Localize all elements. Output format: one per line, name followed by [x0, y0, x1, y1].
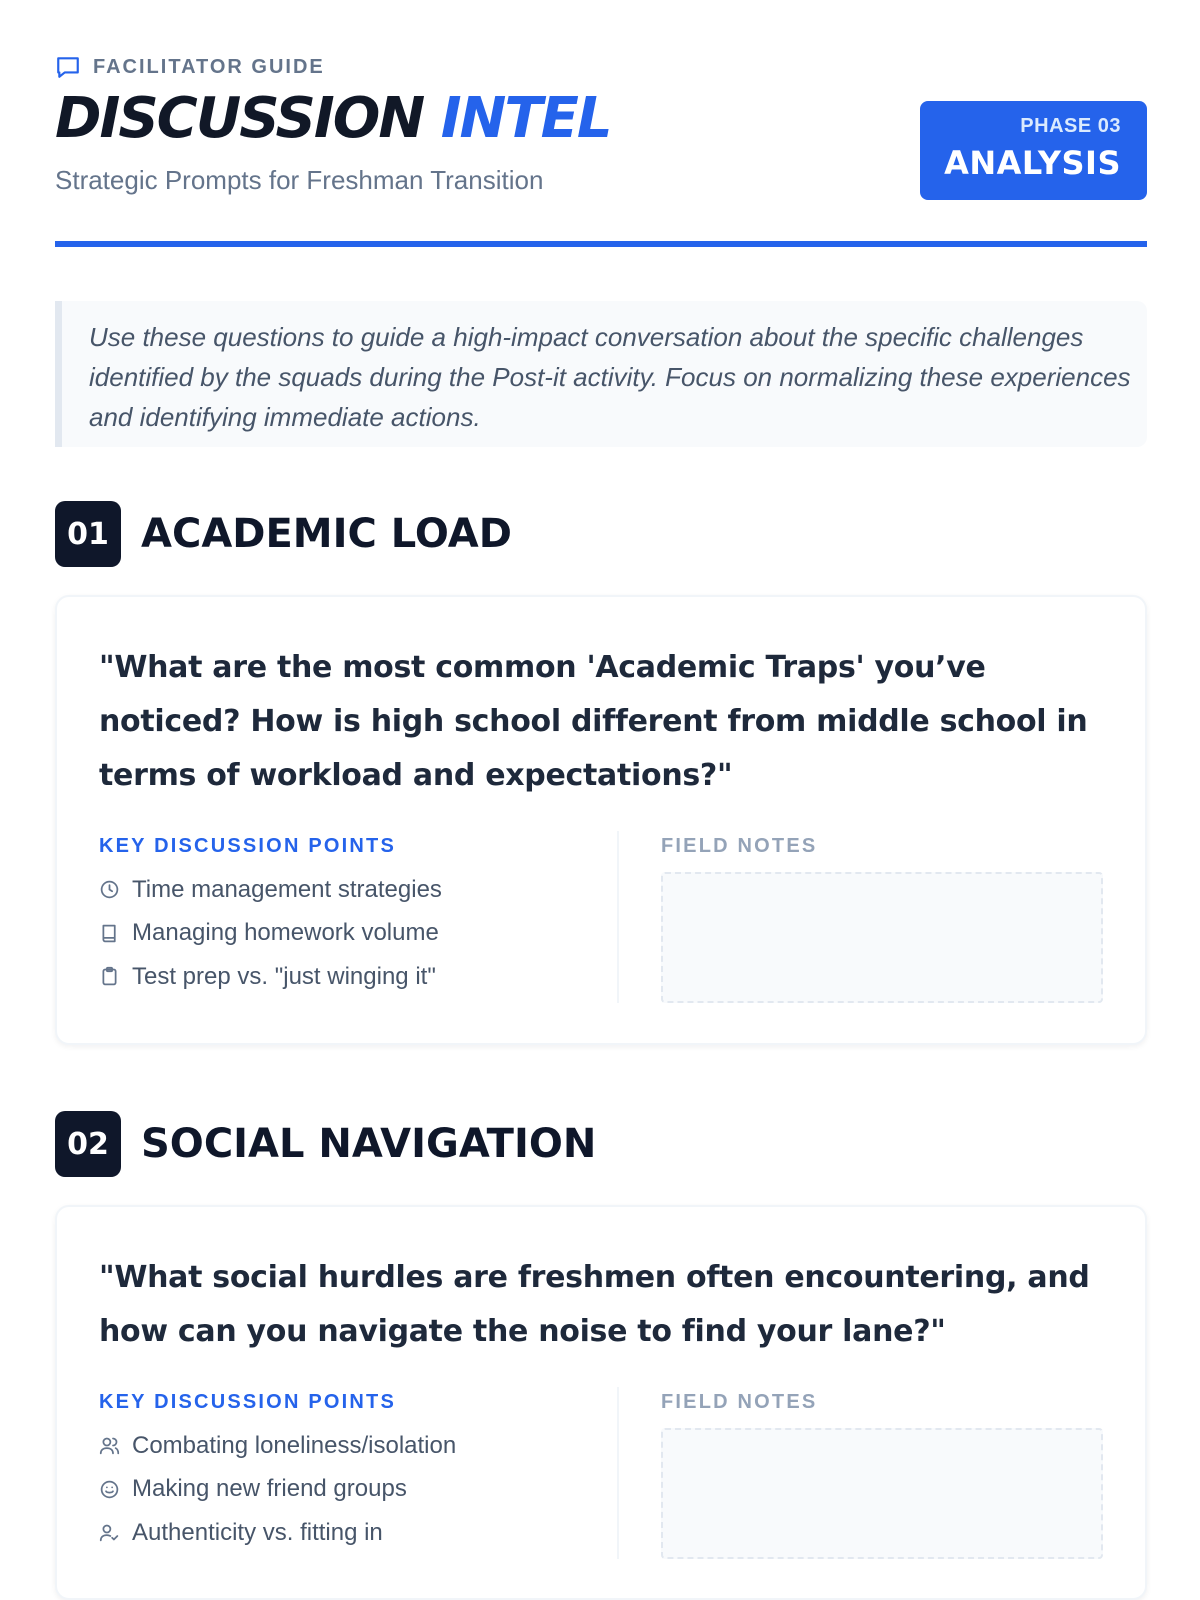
point-text: Time management strategies: [132, 875, 442, 903]
field-notes-label: FIELD NOTES: [661, 1391, 818, 1413]
section-number: 02: [55, 1111, 121, 1177]
point-text: Managing homework volume: [132, 919, 439, 947]
smile-icon: [99, 1479, 120, 1500]
section-title: SOCIAL NAVIGATION: [141, 1121, 597, 1167]
section-header-social-navigation: [55, 1111, 596, 1177]
section-header-academic-load: [55, 501, 512, 567]
key-points-list: [99, 1424, 597, 1555]
guide-kicker: [55, 54, 325, 80]
book-icon: [99, 923, 120, 944]
list-item: [99, 1424, 597, 1468]
page-subtitle: Strategic Prompts for Freshman Transition: [55, 165, 544, 195]
key-points-column: [99, 831, 619, 1003]
title-accent: INTEL: [440, 86, 611, 151]
key-points-list: [99, 868, 597, 999]
page-title: [55, 86, 611, 151]
field-notes-column: [619, 831, 1103, 1003]
discussion-prompt: "What social hurdles are freshmen often encountering, and how can you navigate the noise to find your lane?": [99, 1260, 1090, 1349]
phase-title: ANALYSIS: [944, 144, 1121, 182]
key-points-column: [99, 1387, 619, 1559]
prompt-card-academic-load: [55, 595, 1147, 1045]
clipboard-icon: [99, 966, 120, 987]
field-notes-box[interactable]: [661, 1428, 1103, 1559]
phase-badge: [920, 101, 1147, 200]
point-text: Making new friend groups: [132, 1475, 407, 1503]
user-check-icon: [99, 1522, 120, 1543]
clock-icon: [99, 879, 120, 900]
list-item: [99, 912, 597, 956]
intro-note: Use these questions to guide a high-impact conversation about the specific challenges identified by the squads during the Post-it activity. Focus on normalizing these experiences and identifying immediate actions.: [55, 301, 1147, 447]
facilitator-guide-page: [55, 0, 1147, 1600]
field-notes-box[interactable]: [661, 872, 1103, 1003]
chat-bubble-icon: [55, 54, 81, 80]
phase-number: PHASE 03: [1020, 115, 1121, 137]
discussion-prompt: "What are the most common 'Academic Traps' you’ve noticed? How is high school different from middle school in terms of workload and expectations?": [99, 650, 1088, 793]
prompt-card-social-navigation: [55, 1205, 1147, 1600]
key-points-label: KEY DISCUSSION POINTS: [99, 1391, 396, 1413]
list-item: [99, 955, 597, 999]
point-text: Combating loneliness/isolation: [132, 1431, 457, 1459]
section-number: 01: [55, 501, 121, 567]
kicker-label: FACILITATOR GUIDE: [93, 55, 325, 78]
title-main: DISCUSSION: [55, 86, 424, 151]
list-item: [99, 1511, 597, 1555]
header-divider: [55, 241, 1147, 247]
field-notes-label: FIELD NOTES: [661, 835, 818, 857]
list-item: [99, 868, 597, 912]
point-text: Test prep vs. "just winging it": [132, 962, 436, 990]
key-points-label: KEY DISCUSSION POINTS: [99, 835, 396, 857]
point-text: Authenticity vs. fitting in: [132, 1518, 383, 1546]
section-title: ACADEMIC LOAD: [141, 511, 512, 557]
list-item: [99, 1468, 597, 1512]
field-notes-column: [619, 1387, 1103, 1559]
users-icon: [99, 1435, 120, 1456]
